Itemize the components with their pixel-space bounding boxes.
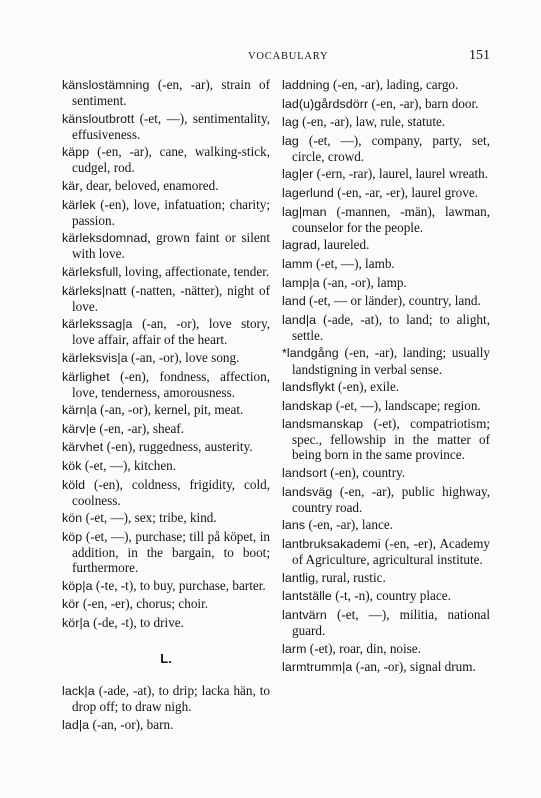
dictionary-entry [282, 256, 490, 272]
entry-definition: (-an, -or), barn. [89, 716, 174, 732]
dictionary-entry [282, 237, 490, 253]
left-entries [62, 77, 270, 631]
dictionary-entry [282, 536, 490, 567]
entry-headword: köld [62, 477, 86, 492]
entry-headword: lagerlund [282, 186, 334, 201]
left-entries-after [62, 683, 270, 733]
entry-headword: kärleksvis|a [62, 351, 128, 365]
entry-headword: lans [282, 518, 306, 533]
dictionary-entry [62, 421, 270, 437]
dictionary-entry [282, 345, 490, 376]
dictionary-entry [282, 77, 490, 93]
dictionary-entry [282, 607, 490, 638]
entry-definition: (-en), love, infatuation; charity; passion. [72, 196, 270, 228]
entry-definition: (-an, -or), love story, love affair, affair of the heart. [72, 316, 270, 348]
entry-headword: landsväg [282, 484, 333, 499]
entry-definition: (-en, -ar), sheaf. [96, 420, 184, 436]
entry-headword: kärn|a [62, 403, 97, 418]
entry-definition: (-ern, -rar), laurel, laurel wreath. [313, 166, 489, 182]
dictionary-entry [62, 596, 270, 612]
entry-definition: (-te, -t), to buy, purchase, barter. [92, 577, 266, 593]
dictionary-entry [282, 293, 490, 309]
entry-headword: kärlekssag|a [62, 317, 133, 332]
dictionary-entry [62, 283, 270, 314]
entry-definition: (-et, — or länder), country, land. [305, 293, 481, 309]
entry-definition: (-et), compatriotism; spec., fellowship in the matter of being born in the same province. [292, 416, 490, 463]
entry-headword: larm [282, 641, 307, 656]
dictionary-entry [62, 230, 270, 261]
entry-definition: (-en), exile. [334, 379, 400, 395]
dictionary-entry [282, 96, 490, 112]
entry-definition: (-en, -ar), strain of sentiment. [72, 77, 270, 109]
entry-headword: lantbruksakademi [282, 536, 381, 551]
entry-headword: kärleks|natt [62, 283, 127, 298]
entry-definition: (-en, -er), Academy of Agriculture, agricultural institute. [292, 535, 490, 568]
dictionary-entry [282, 275, 490, 291]
entry-headword: landsflykt [282, 380, 335, 395]
entry-headword: känslostämning [62, 78, 150, 92]
entry-definition: (-an, -or), love song. [127, 350, 240, 365]
entry-definition: (-t, -n), country place. [331, 588, 451, 604]
dictionary-entry [62, 264, 270, 280]
dictionary-entry [282, 641, 490, 657]
entry-definition: (-en, -ar), law, rule, statute. [298, 114, 446, 130]
entry-headword: käpp [62, 145, 90, 160]
dictionary-entry [62, 402, 270, 418]
entry-definition: , grown faint or silent with love. [72, 230, 270, 262]
entry-headword: kärleksdomnad [62, 231, 148, 246]
dictionary-entry [62, 615, 270, 631]
entry-definition: (-mannen, -män), lawman, counselor for the people. [292, 203, 490, 235]
dictionary-entry [282, 133, 490, 164]
entry-definition: (-en), ruggedness, austerity. [103, 439, 253, 455]
entry-headword: land|a [282, 312, 317, 327]
entry-definition: (-en, -ar), landing; usually landstigning in verbal sense. [292, 345, 490, 377]
dictionary-entry [62, 144, 270, 175]
entry-definition: (-en, -ar), barn door. [368, 95, 479, 111]
entry-definition: , rural, rustic. [315, 569, 386, 585]
entry-headword: lag|man [282, 204, 327, 219]
dictionary-entry [62, 578, 270, 594]
left-column [62, 77, 270, 735]
dictionary-entry [62, 197, 270, 228]
entry-definition: (-de, -t), to drive. [89, 614, 184, 630]
entry-definition: , dear, beloved, enamored. [79, 178, 219, 194]
dictionary-entry [62, 529, 270, 575]
entry-definition: , loving, affectionate, tender. [118, 264, 270, 280]
right-column [282, 77, 490, 678]
entry-headword: köp [62, 529, 83, 544]
right-entries [282, 77, 490, 675]
running-head: VOCABULARY [248, 51, 329, 62]
dictionary-entry [62, 77, 270, 108]
dictionary-entry [282, 588, 490, 604]
entry-headword: kön [62, 511, 83, 526]
entry-headword: kärleksfull [62, 265, 119, 280]
entry-headword: kärlighet [62, 369, 110, 384]
entry-headword: landsort [282, 466, 327, 481]
entry-definition: (-ade, -at), to drip; lacka hän, to drop off; to draw nigh. [72, 683, 270, 715]
dictionary-entry [62, 717, 270, 733]
entry-headword: lamp|a [282, 275, 320, 290]
entry-definition: (-et, —), landscape; region. [332, 397, 481, 413]
entry-definition: (-en, -ar, -er), laurel grove. [333, 185, 478, 201]
dictionary-entry [282, 484, 490, 515]
entry-headword: laddning [282, 78, 330, 92]
entry-headword: lag [282, 133, 299, 148]
entry-definition: (-et, —), militia, national guard. [292, 606, 490, 638]
entry-definition: (-et, —), kitchen. [81, 458, 177, 474]
dictionary-entry [282, 312, 490, 343]
dictionary-entry [62, 477, 270, 508]
entry-headword: *landgång [282, 346, 339, 361]
dictionary-entry [62, 369, 270, 400]
entry-definition: (-et, —), company, party, set, circle, crowd. [292, 132, 490, 164]
dictionary-entry [282, 185, 490, 201]
entry-headword: landskap [282, 398, 333, 413]
dictionary-entry [282, 398, 490, 414]
entry-definition: (-et), roar, din, noise. [306, 640, 421, 656]
entry-definition: (-en, -ar), lance. [305, 517, 393, 533]
entry-headword: lack|a [62, 684, 95, 698]
dictionary-entry [62, 316, 270, 347]
dictionary-entry [282, 114, 490, 130]
entry-headword: lagrad [282, 238, 318, 253]
dictionary-entry [62, 458, 270, 474]
entry-definition: (-natten, -nätter), night of love. [72, 282, 270, 314]
section-letter: L. [160, 651, 172, 666]
entry-headword: landsmanskap [282, 417, 364, 432]
dictionary-entry [282, 166, 490, 182]
entry-headword: kök [62, 459, 82, 474]
entry-headword: lad(u)gårdsdörr [282, 96, 369, 111]
dictionary-entry [282, 379, 490, 395]
entry-headword: lag|er [282, 167, 314, 182]
entry-definition: (-ade, -at), to land; to alight, settle. [292, 311, 490, 343]
entry-definition: (-en), coldness, frigidity, cold, coolness. [72, 476, 270, 508]
entry-headword: kör|a [62, 615, 90, 630]
dictionary-entry [62, 683, 270, 714]
entry-definition: (-en, -ar), lading, cargo. [329, 77, 459, 92]
entry-headword: kär [62, 179, 80, 194]
dictionary-entry [62, 510, 270, 526]
dictionary-entry [282, 465, 490, 481]
entry-headword: kärv|e [62, 421, 97, 436]
entry-definition: (-en, -ar), public highway, country road. [292, 483, 490, 515]
entry-headword: lad|a [62, 717, 90, 732]
entry-definition: (-et, —), purchase; till på köpet, in addition, in the bargain, to boot; furthermore. [72, 528, 270, 576]
entry-definition: (-et, —), sentimentality, effusiveness. [72, 110, 270, 142]
page-number: 151 [469, 48, 490, 63]
entry-headword: lantvärn [282, 607, 327, 622]
entry-definition: (-en), fondness, affection, love, tenderness, amorousness. [72, 368, 270, 400]
entry-headword: kärlek [62, 197, 96, 212]
entry-definition: (-an, -or), signal drum. [352, 659, 476, 675]
entry-headword: lantställe [282, 589, 332, 604]
dictionary-entry [282, 416, 490, 462]
dictionary-entry [62, 178, 270, 194]
dictionary-entry [282, 517, 490, 533]
dictionary-entry [282, 204, 490, 235]
entry-definition: (-en), country. [326, 465, 406, 481]
page-header [62, 50, 490, 66]
entry-headword: land [282, 294, 306, 309]
entry-headword: lamm [282, 256, 313, 271]
dictionary-entry [282, 659, 490, 675]
entry-definition: (-en, -ar), cane, walking-stick, cudgel, rod. [72, 144, 270, 176]
entry-definition: (-an, -or), kernel, pit, meat. [96, 402, 244, 418]
entry-headword: köp|a [62, 578, 93, 593]
dictionary-entry [62, 350, 270, 366]
dictionary-entry [62, 439, 270, 455]
entry-headword: lantlig [282, 570, 316, 585]
entry-headword: lag [282, 115, 299, 130]
entry-headword: känsloutbrott [62, 111, 135, 126]
entry-definition: (-en, -er), chorus; choir. [79, 596, 209, 612]
dictionary-entry [282, 570, 490, 586]
entry-definition: , laureled. [317, 237, 370, 253]
entry-headword: kärvhet [62, 440, 104, 455]
entry-headword: kör [62, 597, 80, 612]
entry-definition: (-an, -or), lamp. [319, 274, 407, 290]
entry-definition: (-et, —), sex; tribe, kind. [82, 510, 217, 526]
entry-definition: (-et, —), lamb. [312, 255, 395, 271]
entry-headword: larmtrumm|a [282, 660, 353, 675]
dictionary-entry [62, 111, 270, 142]
